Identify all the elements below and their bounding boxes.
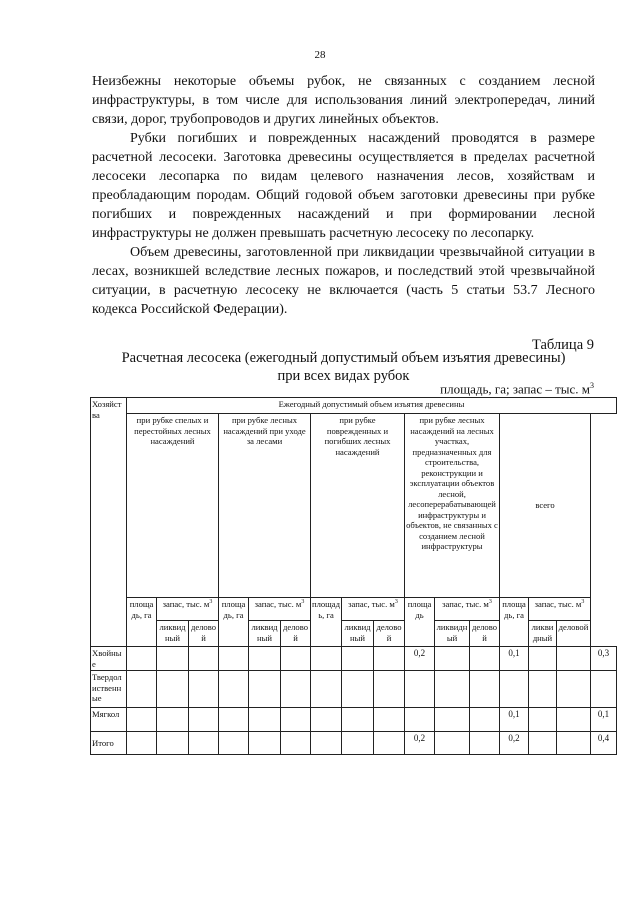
cell bbox=[249, 708, 281, 732]
table-row-conifer bbox=[91, 647, 617, 671]
header-liquid-3: ликвидный bbox=[342, 621, 374, 647]
header-stock-2-sup: 3 bbox=[301, 599, 305, 606]
cell bbox=[249, 732, 281, 755]
cell bbox=[281, 647, 311, 671]
header-stock-4-sup: 3 bbox=[488, 599, 492, 606]
cell bbox=[157, 647, 189, 671]
cell: 0,2 bbox=[405, 732, 435, 755]
cell bbox=[342, 708, 374, 732]
cell bbox=[219, 647, 249, 671]
cell bbox=[591, 671, 617, 708]
header-stock-1-label: запас, тыс. м bbox=[162, 599, 210, 609]
cell: 0,1 bbox=[591, 708, 617, 732]
header-business-3: деловой bbox=[374, 621, 405, 647]
cell bbox=[435, 732, 470, 755]
cell bbox=[219, 708, 249, 732]
table-row-softwood bbox=[91, 708, 617, 732]
header-main: Ежегодный допустимый объем изъятия древесины bbox=[127, 398, 617, 414]
cell bbox=[470, 732, 500, 755]
body-text bbox=[92, 72, 595, 319]
header-business-2: деловой bbox=[281, 621, 311, 647]
header-cat-total: всего bbox=[500, 414, 591, 598]
cell bbox=[189, 671, 219, 708]
cell: 0,4 bbox=[591, 732, 617, 755]
cell bbox=[374, 671, 405, 708]
header-stock-2 bbox=[249, 598, 311, 621]
cell bbox=[189, 732, 219, 755]
cell bbox=[557, 708, 591, 732]
table-header-row bbox=[91, 398, 617, 414]
header-stock-4 bbox=[435, 598, 500, 621]
table-row-hardwood bbox=[91, 671, 617, 708]
cell bbox=[529, 708, 557, 732]
table-title-line-1: Расчетная лесосека (ежегодный допустимый объем изъятия древесины) bbox=[121, 350, 566, 366]
table-row-total bbox=[91, 732, 617, 755]
header-area-4: площадь bbox=[405, 598, 435, 647]
header-business-5: деловой bbox=[557, 621, 591, 647]
header-stock-2-label: запас, тыс. м bbox=[254, 599, 302, 609]
header-area-2: площадь, га bbox=[219, 598, 249, 647]
header-stock-3-label: запас, тыс. м bbox=[348, 599, 395, 609]
header-business-4: деловой bbox=[470, 621, 500, 647]
table-label: Таблица 9 bbox=[531, 337, 594, 353]
header-stock-5 bbox=[529, 598, 591, 621]
header-liquid-2: ликвидный bbox=[249, 621, 281, 647]
header-stock-4-label: запас, тыс. м bbox=[442, 599, 489, 609]
cell bbox=[157, 671, 189, 708]
header-leaf-row bbox=[91, 621, 617, 647]
cell bbox=[311, 671, 342, 708]
header-liquid-5: ликвидный bbox=[529, 621, 557, 647]
cell bbox=[529, 732, 557, 755]
cell bbox=[219, 732, 249, 755]
header-area-5: площадь, га bbox=[500, 598, 529, 647]
header-liquid-1: ликвидный bbox=[157, 621, 189, 647]
header-cat-mature: при рубке спелых и перестойных лесных насаждений bbox=[127, 414, 219, 598]
cell bbox=[405, 708, 435, 732]
header-liquid-4: ликвидный bbox=[435, 621, 470, 647]
cell bbox=[500, 671, 529, 708]
table-title-line-2: при всех видах рубок bbox=[277, 368, 410, 384]
header-stock-5-sup: 3 bbox=[581, 599, 585, 606]
cell: 0,3 bbox=[591, 647, 617, 671]
table-title bbox=[92, 349, 595, 385]
cell bbox=[281, 732, 311, 755]
header-stock-3 bbox=[342, 598, 405, 621]
cell bbox=[342, 647, 374, 671]
cell bbox=[281, 671, 311, 708]
cell bbox=[435, 647, 470, 671]
header-cat-thinning: при рубке лесных насаждений при уходе за лесами bbox=[219, 414, 311, 598]
cell bbox=[127, 671, 157, 708]
cell: 0,1 bbox=[500, 647, 529, 671]
cell: 0,2 bbox=[405, 647, 435, 671]
cell bbox=[374, 708, 405, 732]
cell bbox=[529, 647, 557, 671]
cell bbox=[470, 708, 500, 732]
cell bbox=[127, 708, 157, 732]
header-area-3: площадь, га bbox=[311, 598, 342, 647]
header-category-row bbox=[91, 414, 617, 598]
cell bbox=[189, 647, 219, 671]
cell bbox=[249, 671, 281, 708]
header-area-1: площадь, га bbox=[127, 598, 157, 647]
header-cat-infrastructure: при рубке лесных насаждений на лесных участках, предназначенных для строительства, реконструкции и эксплуатации объектов лесной, лесоперерабатывающей инфраструктуры и объектов, не связанных с созданием лесной инфраструктуры bbox=[405, 414, 500, 598]
header-stock-1 bbox=[157, 598, 219, 621]
cell bbox=[249, 647, 281, 671]
header-stock-1-sup: 3 bbox=[209, 599, 213, 606]
cell bbox=[529, 671, 557, 708]
cell bbox=[470, 647, 500, 671]
header-farm: Хозяйства bbox=[91, 398, 127, 647]
cell bbox=[470, 671, 500, 708]
cell bbox=[311, 647, 342, 671]
cell bbox=[374, 732, 405, 755]
cell: 0,2 bbox=[500, 732, 529, 755]
header-stock-5-label: запас, тыс. м bbox=[534, 599, 582, 609]
cell bbox=[374, 647, 405, 671]
header-business-1: деловой bbox=[189, 621, 219, 647]
cell bbox=[189, 708, 219, 732]
row-name: Итого bbox=[91, 732, 127, 755]
cell bbox=[127, 647, 157, 671]
cell bbox=[219, 671, 249, 708]
cell bbox=[127, 732, 157, 755]
cell bbox=[557, 732, 591, 755]
header-stock-3-sup: 3 bbox=[394, 599, 398, 606]
header-cat-damaged: при рубке поврежденных и погибших лесных насаждений bbox=[311, 414, 405, 598]
units-caption bbox=[440, 381, 594, 397]
row-name: Хвойные bbox=[91, 647, 127, 671]
cell bbox=[342, 671, 374, 708]
cell bbox=[435, 671, 470, 708]
cell: 0,1 bbox=[500, 708, 529, 732]
paragraph-1: Неизбежны некоторые объемы рубок, не связанных с созданием лесной инфраструктуры, в том числе для использования линий электропередач, линий связи, дорог, трубопроводов и других линейных объектов. bbox=[92, 74, 595, 127]
cell bbox=[281, 708, 311, 732]
page-number: 28 bbox=[314, 49, 326, 61]
units-text: площадь, га; запас – тыс. м bbox=[440, 381, 590, 397]
cell bbox=[311, 732, 342, 755]
row-name: Твердолиственные bbox=[91, 671, 127, 708]
cell bbox=[311, 708, 342, 732]
cell bbox=[157, 708, 189, 732]
header-sub-row bbox=[91, 598, 617, 621]
allowable-cut-table bbox=[90, 397, 617, 755]
units-sup: 3 bbox=[590, 381, 594, 390]
cell bbox=[557, 647, 591, 671]
row-name: Мягкол bbox=[91, 708, 127, 732]
paragraph-2: Рубки погибших и поврежденных насаждений проводятся в размере расчетной лесосеки. Заготовка древесины осуществляется в пределах расчетной лесосеки лесопарка по видам целевого назначения лесов, хозяйствам и преобладающим породам. Общий годовой объем заготовки древесины при рубке погибших и поврежденных насаждений и при формировании лесной инфраструктуры не должен превышать расчетную лесосеку по лесопарку. bbox=[92, 131, 595, 241]
cell bbox=[157, 732, 189, 755]
cell bbox=[557, 671, 591, 708]
paragraph-3: Объем древесины, заготовленной при ликвидации чрезвычайной ситуации в лесах, возникшей вследствие лесных пожаров, и последствий этой чрезвычайной ситуации, в расчетную лесосеку не включается (часть 5 статьи 53.7 Лесного кодекса Российской Федерации). bbox=[92, 245, 595, 317]
cell bbox=[342, 732, 374, 755]
cell bbox=[435, 708, 470, 732]
cell bbox=[405, 671, 435, 708]
